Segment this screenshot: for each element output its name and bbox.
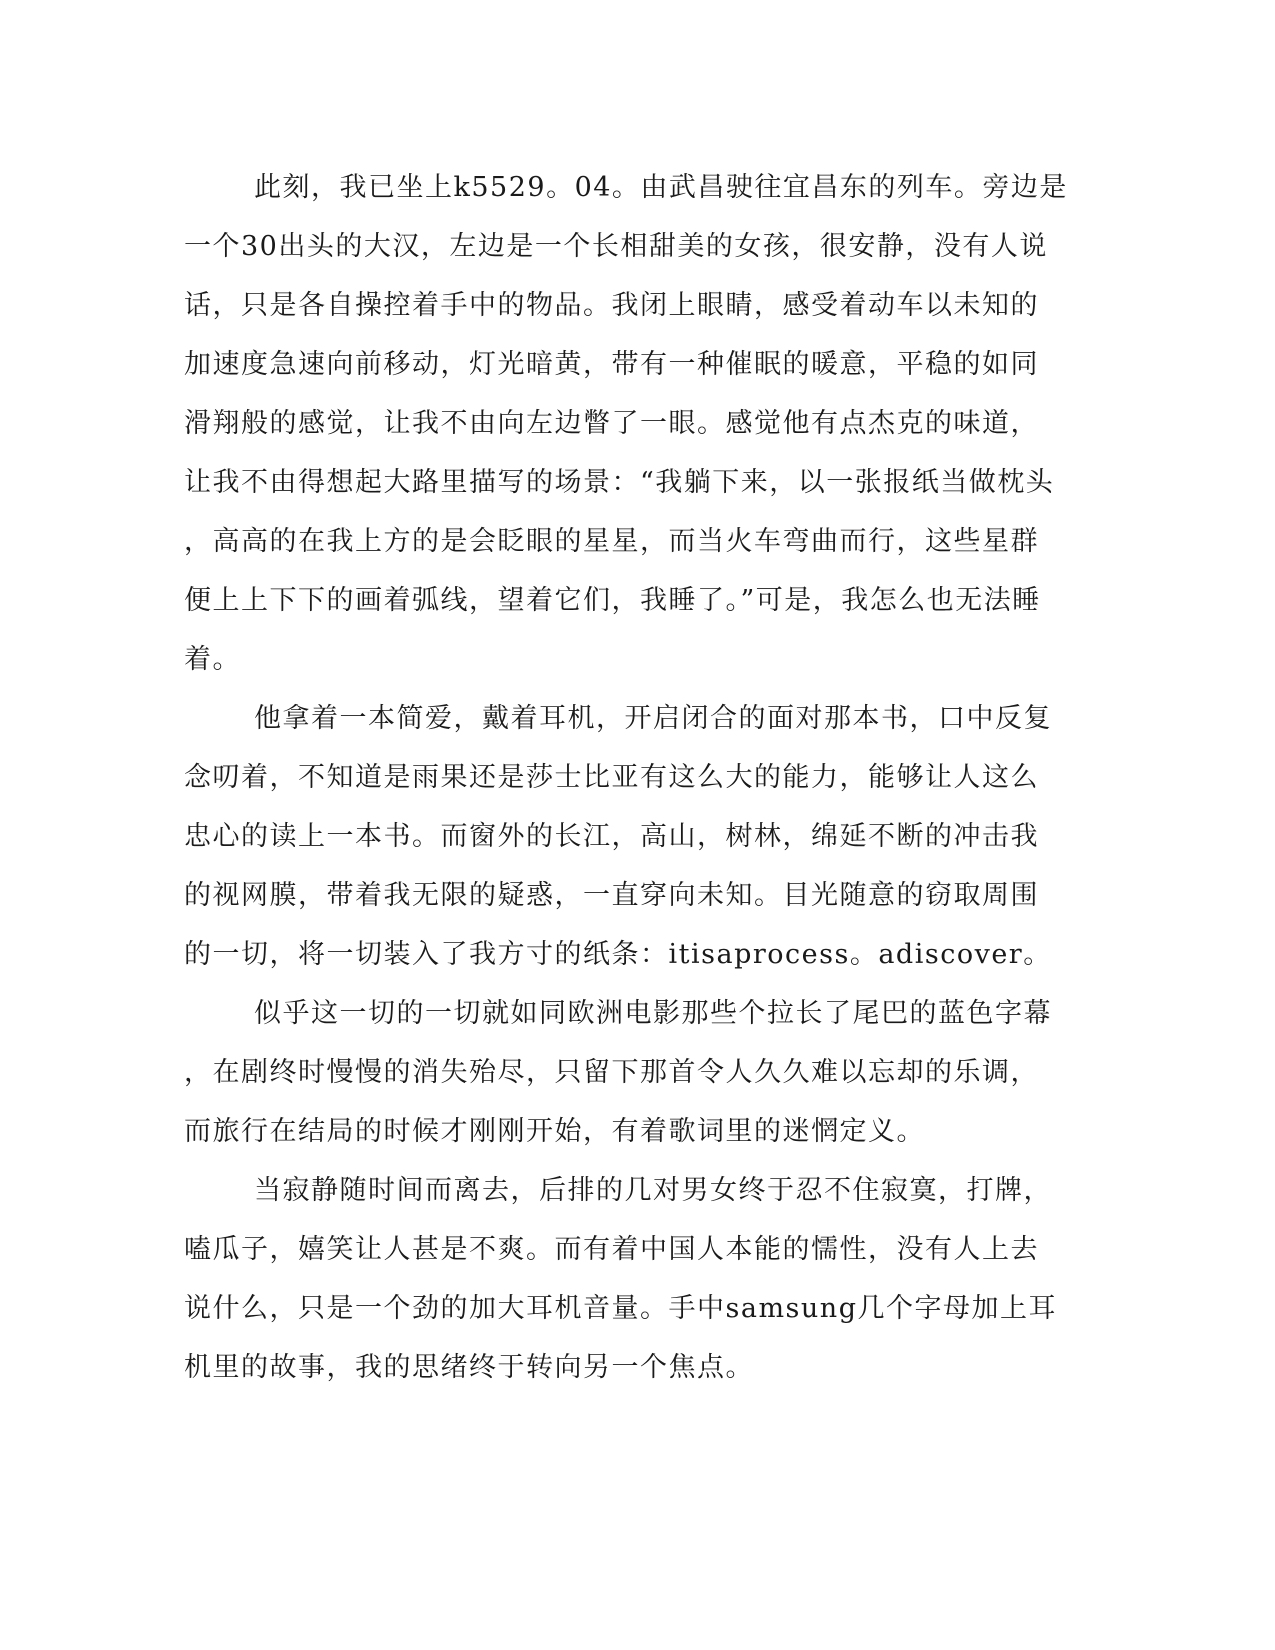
text-line: 话，只是各自操控着手中的物品。我闭上眼睛，感受着动车以未知的 (184, 290, 1039, 321)
text-line: 机里的故事，我的思绪终于转向另一个焦点。 (184, 1352, 754, 1383)
text-line: 似乎这一切的一切就如同欧洲电影那些个拉长了尾巴的蓝色字幕 (254, 998, 1052, 1029)
text-line: 着。 (184, 644, 241, 675)
text-line: ，在剧终时慢慢的消失殆尽，只留下那首令人久久难以忘却的乐调， (184, 1057, 1039, 1088)
text-line: 滑翔般的感觉，让我不由向左边瞥了一眼。感觉他有点杰克的味道， (184, 408, 1039, 439)
text-line: 便上上下下的画着弧线，望着它们，我睡了。”可是，我怎么也无法睡 (184, 585, 1041, 616)
text-line: 嗑瓜子，嬉笑让人甚是不爽。而有着中国人本能的懦性，没有人上去 (184, 1234, 1039, 1265)
text-line: 而旅行在结局的时候才刚刚开始，有着歌词里的迷惘定义。 (184, 1116, 925, 1147)
text-line: 加速度急速向前移动，灯光暗黄，带有一种催眠的暖意，平稳的如同 (184, 349, 1039, 380)
text-line: 他拿着一本简爱，戴着耳机，开启闭合的面对那本书，口中反复 (254, 703, 1052, 734)
text-line: 当寂静随时间而离去，后排的几对男女终于忍不住寂寞，打牌， (254, 1175, 1052, 1206)
text-line: 忠心的读上一本书。而窗外的长江，高山，树林，绵延不断的冲击我 (184, 821, 1039, 852)
text-line: 此刻，我已坐上k5529。04。由武昌驶往宜昌东的列车。旁边是 (254, 172, 1068, 203)
paragraph-1 (184, 158, 1068, 689)
text-line: 说什么，只是一个劲的加大耳机音量。手中samsung几个字母加上耳 (184, 1293, 1057, 1324)
text-line: ，高高的在我上方的是会眨眼的星星，而当火车弯曲而行，这些星群 (184, 526, 1039, 557)
text-line: 一个30出头的大汉，左边是一个长相甜美的女孩，很安静，没有人说 (184, 231, 1048, 262)
text-line: 的视网膜，带着我无限的疑惑，一直穿向未知。目光随意的窃取周围 (184, 880, 1039, 911)
paragraph-2 (184, 689, 1052, 984)
text-line: 让我不由得想起大路里描写的场景：“我躺下来，以一张报纸当做枕头 (184, 467, 1055, 498)
text-line: 念叨着，不知道是雨果还是莎士比亚有这么大的能力，能够让人这么 (184, 762, 1039, 793)
paragraph-4 (184, 1161, 1057, 1397)
paragraph-3 (184, 984, 1052, 1161)
document-body (184, 158, 1068, 1397)
text-line: 的一切，将一切装入了我方寸的纸条：itisaprocess。adiscover。 (184, 939, 1052, 970)
